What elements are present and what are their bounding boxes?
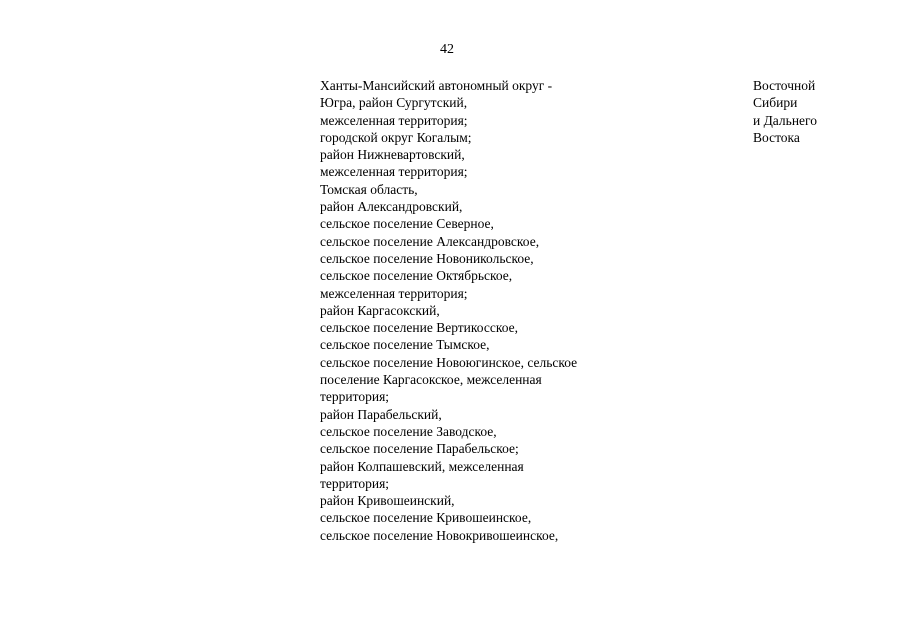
territory-line: Томская область,	[320, 181, 418, 197]
territory-line: территория;	[320, 389, 390, 405]
territory-line: сельское поселение Парабельское;	[320, 441, 519, 457]
region-line: Сибири	[753, 95, 798, 111]
territory-line: территория;	[320, 475, 390, 491]
territory-line: район Александровский,	[320, 199, 463, 215]
territory-line: сельское поселение Новоникольское,	[320, 250, 534, 266]
territory-line: район Каргасокский,	[320, 302, 440, 318]
territory-line: сельское поселение Новоюгинское, сельское	[320, 354, 578, 370]
territory-line: сельское поселение Вертикосское,	[320, 320, 518, 336]
territory-line: район Кривошеинский,	[320, 493, 455, 509]
territory-line: Югра, район Сургутский,	[320, 95, 468, 111]
territory-line: сельское поселение Заводское,	[320, 423, 497, 439]
territory-line: район Колпашевский, межселенная	[320, 458, 524, 474]
region-line: Востока	[753, 129, 800, 145]
territory-line: район Нижневартовский,	[320, 147, 465, 163]
page-number: 42	[440, 42, 454, 57]
territory-line: межселенная территория;	[320, 285, 468, 301]
territory-line: сельское поселение Северное,	[320, 216, 494, 232]
territory-line: Ханты-Мансийский автономный округ -	[320, 78, 553, 93]
territory-line: городской округ Когалым;	[320, 129, 472, 145]
territory-line: поселение Каргасокское, межселенная	[320, 372, 542, 388]
region-column	[753, 77, 873, 146]
region-line: Восточной	[753, 78, 816, 93]
territories-column	[320, 77, 640, 544]
territory-line: сельское поселение Тымское,	[320, 337, 490, 353]
territory-line: район Парабельский,	[320, 406, 442, 422]
region-line: и Дальнего	[753, 112, 817, 128]
territory-line: сельское поселение Новокривошеинское,	[320, 527, 559, 543]
territory-line: сельское поселение Кривошеинское,	[320, 510, 532, 526]
territory-line: межселенная территория;	[320, 164, 468, 180]
territory-line: сельское поселение Октябрьское,	[320, 268, 513, 284]
territory-line: сельское поселение Александровское,	[320, 233, 540, 249]
territory-line: межселенная территория;	[320, 112, 468, 128]
